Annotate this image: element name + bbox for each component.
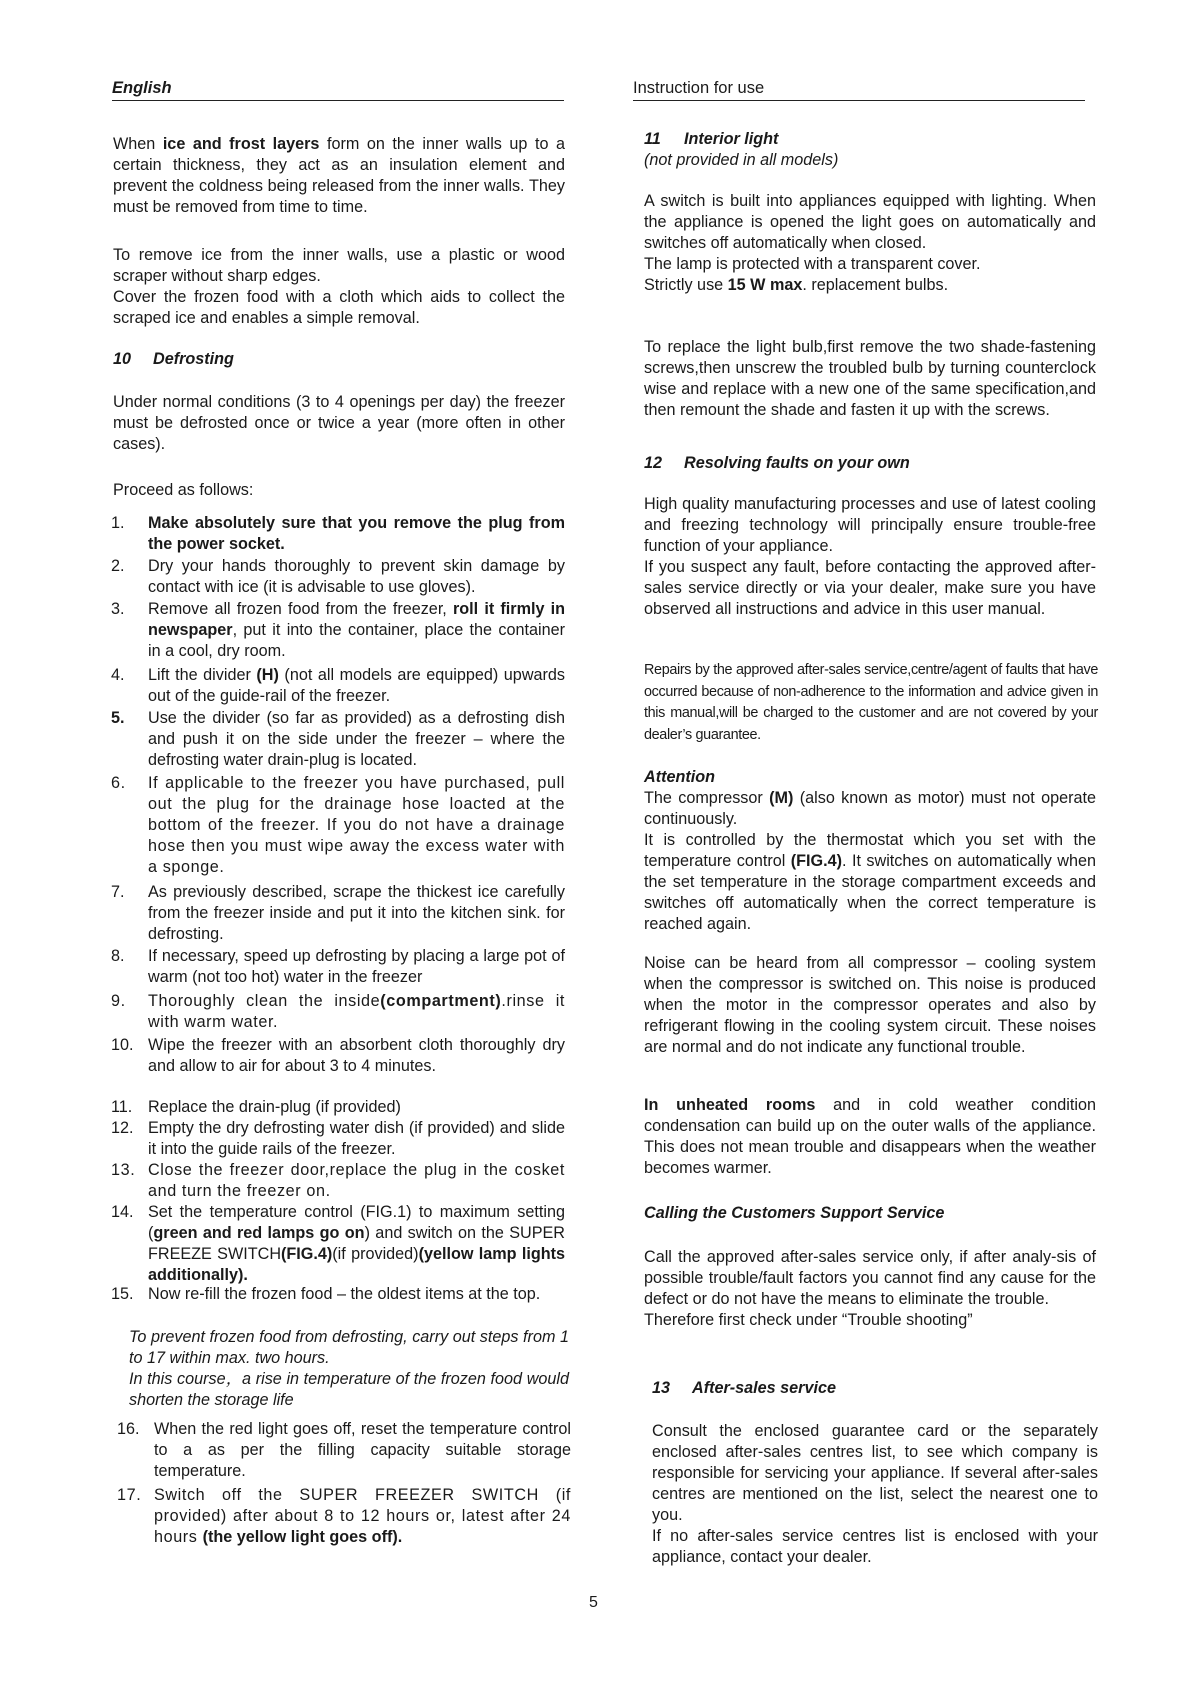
list-item: 3. Remove all frozen food from the freezer, roll it firmly in newspaper, put it into the container, place the container in a cool, dry room. bbox=[111, 600, 566, 660]
defrosting-paragraph: Under normal conditions (3 to 4 openings per day) the freezer must be defrosted once or twice a year (more often in other cases). bbox=[113, 393, 565, 453]
list-item: 15. Now re-fill the frozen food – the oldest items at the top. bbox=[111, 1285, 541, 1303]
interior-light-paragraph: A switch is built into appliances equipped with lighting. When the appliance is opened the light goes on automatically and switches off automatically when closed. The lamp is protected with a transparent cover. Strictly use 15 W max. replacement bulbs. bbox=[644, 192, 1096, 294]
faults-paragraph: High quality manufacturing processes and use of latest cooling and freezing technology will principally ensure trouble-free function of your appliance. If you suspect any fault, before contacting the approved after-sales service directly or via your dealer, make sure you have observed all instructions and advice in this user manual. bbox=[644, 495, 1096, 618]
remove-ice-paragraph: To remove ice from the inner walls, use a plastic or wood scraper without sharp edges. bbox=[113, 246, 565, 285]
unheated-rooms-paragraph: In unheated rooms and in cold weather condition condensation can build up on the outer walls of the appliance. This does not mean trouble and disappears when the weather becomes warmer. bbox=[644, 1096, 1096, 1177]
section-heading-after-sales: 13 After-sales service bbox=[652, 1379, 836, 1397]
section-heading-resolving-faults: 12 Resolving faults on your own bbox=[644, 454, 910, 472]
list-item: 5. Use the divider (so far as provided) as a defrosting dish and push it on the side under the freezer – where the defrosting water drain-plug is located. bbox=[111, 709, 565, 769]
list-item: 2. Dry your hands thoroughly to prevent skin damage by contact with ice (it is advisable to use gloves). bbox=[111, 557, 565, 596]
ice-frost-paragraph: When ice and frost layers form on the inner walls up to a certain thickness, they act as an insulation element and prevent the coldness being released from the inner walls. They must be removed from time to time. bbox=[113, 135, 565, 216]
language-header: English bbox=[112, 78, 564, 101]
list-item: 12. Empty the dry defrosting water dish (if provided) and slide it into the guide rails of the freezer. bbox=[111, 1119, 565, 1158]
note-storage-life: In this course，a rise in temperature of the frozen food would shorten the storage life bbox=[129, 1370, 569, 1409]
list-item: 7. As previously described, scrape the thickest ice carefully from the freezer inside and put it into the kitchen sink. for defrosting. bbox=[111, 883, 565, 943]
interior-light-availability: (not provided in all models) bbox=[644, 151, 839, 169]
document-header: Instruction for use bbox=[633, 78, 1085, 101]
list-item: 11. Replace the drain-plug (if provided) bbox=[111, 1098, 401, 1116]
list-item: 8. If necessary, speed up defrosting by placing a large pot of warm (not too hot) water in the freezer bbox=[111, 947, 565, 986]
proceed-label: Proceed as follows: bbox=[113, 481, 254, 499]
section-heading-interior-light: 11 Interior light bbox=[644, 130, 779, 148]
list-item: 16. When the red light goes off, reset the temperature control to a as per the filling capacity suitable storage temperature. bbox=[117, 1420, 571, 1480]
list-item: 14. Set the temperature control (FIG.1) to maximum setting (green and red lamps go on) and switch on the SUPER FREEZE SWITCH(FIG.4)(if provided)(yellow lamp lights additionally). bbox=[111, 1203, 565, 1284]
noise-paragraph: Noise can be heard from all compressor – cooling system when the compressor is switched on. This noise is produced when the motor in the compressor operates and also by refrigerant flowing in the cooling system circuit. These noises are normal and do not indicate any functional trouble. bbox=[644, 954, 1096, 1056]
list-item: 1. Make absolutely sure that you remove the plug from the power socket. bbox=[111, 514, 565, 553]
section-heading-calling-support: Calling the Customers Support Service bbox=[644, 1204, 945, 1222]
calling-support-paragraph: Call the approved after-sales service only, if after analy-sis of possible trouble/fault factors you cannot find any cause for the defect or do not have the means to eliminate the trouble. Therefore first check under “Trouble shooting” bbox=[644, 1248, 1096, 1329]
after-sales-paragraph: Consult the enclosed guarantee card or the separately enclosed after-sales centres list, to see which company is responsible for servicing your appliance. If several after-sales centres are mentioned on the list, select the nearest one to you. If no after-sales service centres list is enclosed with your appliance, contact your dealer. bbox=[652, 1422, 1098, 1566]
list-item: 10. Wipe the freezer with an absorbent cloth thoroughly dry and allow to air for about 3 to 4 minutes. bbox=[111, 1036, 565, 1075]
list-item: 4. Lift the divider (H) (not all models are equipped) upwards out of the guide-rail of the freezer. bbox=[111, 666, 565, 705]
list-item: 9. Thoroughly clean the inside(compartment).rinse it with warm water. bbox=[111, 992, 565, 1031]
cover-food-paragraph: Cover the frozen food with a cloth which aids to collect the scraped ice and enables a simple removal. bbox=[113, 288, 565, 327]
section-heading-defrosting: 10 Defrosting bbox=[113, 350, 234, 368]
repairs-paragraph: Repairs by the approved after-sales service,centre/agent of faults that have occurred because of non-adherence to the information and advice given in this manual,will be charged to the customer and are not covered by your dealer’s guarantee. bbox=[644, 662, 1098, 743]
replace-bulb-paragraph: To replace the light bulb,first remove the two shade-fastening screws,then unscrew the troubled bulb by turning counterclock wise and replace with a new one of the same specification,and then remount the shade and fasten it up with the screws. bbox=[644, 338, 1096, 419]
list-item: 13. Close the freezer door,replace the plug in the cosket and turn the freezer on. bbox=[111, 1161, 565, 1200]
page-number: 5 bbox=[589, 1594, 598, 1611]
attention-paragraph: The compressor (M) (also known as motor) must not operate continuously. It is controlled by the thermostat which you set with the temperature control (FIG.4). It switches on automatically when the set temperature in the storage compartment exceeds and switches off automatically when the correct temperature is reached again. bbox=[644, 789, 1096, 933]
attention-heading: Attention bbox=[644, 768, 716, 786]
list-item: 17. Switch off the SUPER FREEZER SWITCH (if provided) after about 8 to 12 hours or, latest after 24 hours (the yellow light goes off). bbox=[117, 1486, 571, 1546]
list-item: 6. If applicable to the freezer you have purchased, pull out the plug for the drainage hose loacted at the bottom of the freezer. If you do not have a drainage hose then you must wipe away the excess water with a sponge. bbox=[111, 774, 565, 876]
note-two-hours: To prevent frozen food from defrosting, carry out steps from 1 to 17 within max. two hours. bbox=[129, 1328, 569, 1367]
